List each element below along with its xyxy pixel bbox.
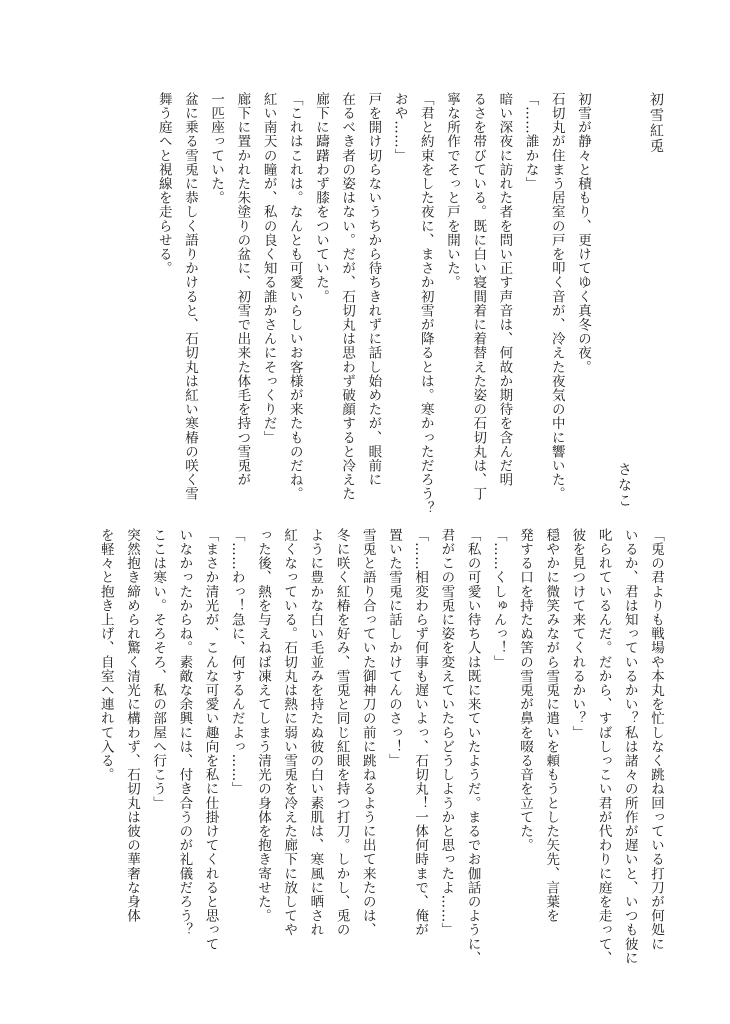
- text-line: 紅い南天の瞳が、私の良く知る誰かさんにそっくりだ」: [260, 92, 277, 445]
- text-line: った後、熱を与えねば凍えてしまう清光の身体を抱き寄せた。: [254, 528, 271, 923]
- author-name: [615, 462, 637, 512]
- text-line: 突然抱き締められ驚く清光に構わず、石切丸は彼の華奢な身体: [123, 528, 140, 923]
- text-line: 廊下に置かれた朱塗りの盆に、初雪で出来た体毛を持つ雪兎が: [234, 92, 251, 487]
- text-line: を軽々と抱き上げ、自室へ連れて入る。: [97, 528, 114, 782]
- text-line: 廊下に躊躇わず膝をついていた。: [312, 92, 329, 304]
- text-line: 「……わっ！急に、何するんだよっ……」: [228, 528, 245, 796]
- text-line: 冬に咲く紅椿を好み、雪兎と同じ紅眼を持つ打刀。しかし、兎の: [333, 528, 350, 937]
- text-line: 発する口を持たぬ筈の雪兎が鼻を啜る音を立てた。: [516, 528, 533, 853]
- title-text: 初雪紅兎: [648, 92, 664, 154]
- text-line: 「これはこれは。なんとも可愛いらしいお客様が来たものだね。: [286, 92, 303, 501]
- text-line: 「……くしゅんっ！」: [490, 528, 507, 669]
- text-line: 「私の可愛い待ち人は既に来ていたようだ。まるでお伽話のように、: [464, 528, 481, 966]
- text-line: 石切丸が住まう居室の戸を叩く音が、冷えた夜気の中に響いた。: [548, 92, 565, 501]
- text-line: 初雪が静々と積もり、更けてゆく真冬の夜。: [575, 92, 591, 374]
- text-line: 「まさか清光が、こんな可愛い趣向を私に仕掛けてくれると思って: [202, 528, 219, 951]
- bottom-text-section: [69, 528, 669, 966]
- text-line: 紅くなっている。石切丸は熱に弱い雪兎を冷えた廊下に放してや: [281, 528, 298, 937]
- text-line: 穏やかに微笑みながら雪兎に遣いを頼もうとした矢先、言葉を: [543, 528, 560, 923]
- text-line: 雪兎と語り合っていた御神刀の前に跳ねるように出て来たのは、: [359, 528, 376, 937]
- text-line: 一匹座っていた。: [208, 92, 225, 205]
- text-line: 寧な所作でそっと戸を開いた。: [443, 92, 460, 290]
- text-line: ここは寒い。そろそろ、私の部屋へ行こう」: [150, 528, 167, 810]
- text-line: いるか、君は知っているかい？私は諸々の所作が遅いと、いつも彼に: [621, 528, 638, 966]
- text-line: 在るべき者の姿はない。だが、石切丸は思わず破顔すると冷えた: [339, 92, 356, 501]
- text-line: 「兎の君よりも戦場や本丸を忙しなく跳ね回っている打刀が何処に: [648, 528, 664, 951]
- text-line: おや……」: [391, 92, 408, 163]
- text-line: 「君と約束をした夜に、まさか初雪が降るとは。寒かっただろう？: [417, 92, 434, 515]
- text-line: 「……誰かな」: [522, 92, 539, 191]
- text-line: 戸を開け切らないうちから待ちきれずに話し始めたが、眼前に: [365, 92, 382, 487]
- text-line: いなかったからね。素敵な余興には、付き合うのが礼儀だろう？: [176, 528, 193, 937]
- text-line: 彼を見つけて来てくれるかい？」: [569, 528, 586, 740]
- text-line: 盆に乗る雪兎に恭しく語りかけると、石切丸は紅い寒椿の咲く雪: [181, 92, 198, 501]
- text-line: 君がこの雪兎に姿を変えていたらどうしようかと思ったよ……」: [438, 528, 455, 937]
- text-line: ように豊かな白い毛並みを持たぬ彼の白い素肌は、寒風に晒され: [307, 528, 324, 937]
- author-text: さなこ: [616, 462, 632, 509]
- text-line: るさを帯びている。既に白い寝間着に着替えた姿の石切丸は、丁: [470, 92, 487, 501]
- text-line: 「……相変わらず何事も遅いよっ、石切丸！一体何時まで、俺が: [412, 528, 429, 937]
- top-text-section: [136, 92, 596, 515]
- story-title: [647, 92, 669, 192]
- text-line: 暗い深夜に訪れた者を問い正す声音は、何故か期待を含んだ明: [496, 92, 513, 487]
- text-line: 置いた雪兎に話しかけてんのさっ！」: [385, 528, 402, 768]
- text-line: 舞う庭へと視線を走らせる。: [155, 92, 172, 276]
- text-line: 叱られているんだ。だから、すばしっこい君が代わりに庭を走って、: [595, 528, 612, 966]
